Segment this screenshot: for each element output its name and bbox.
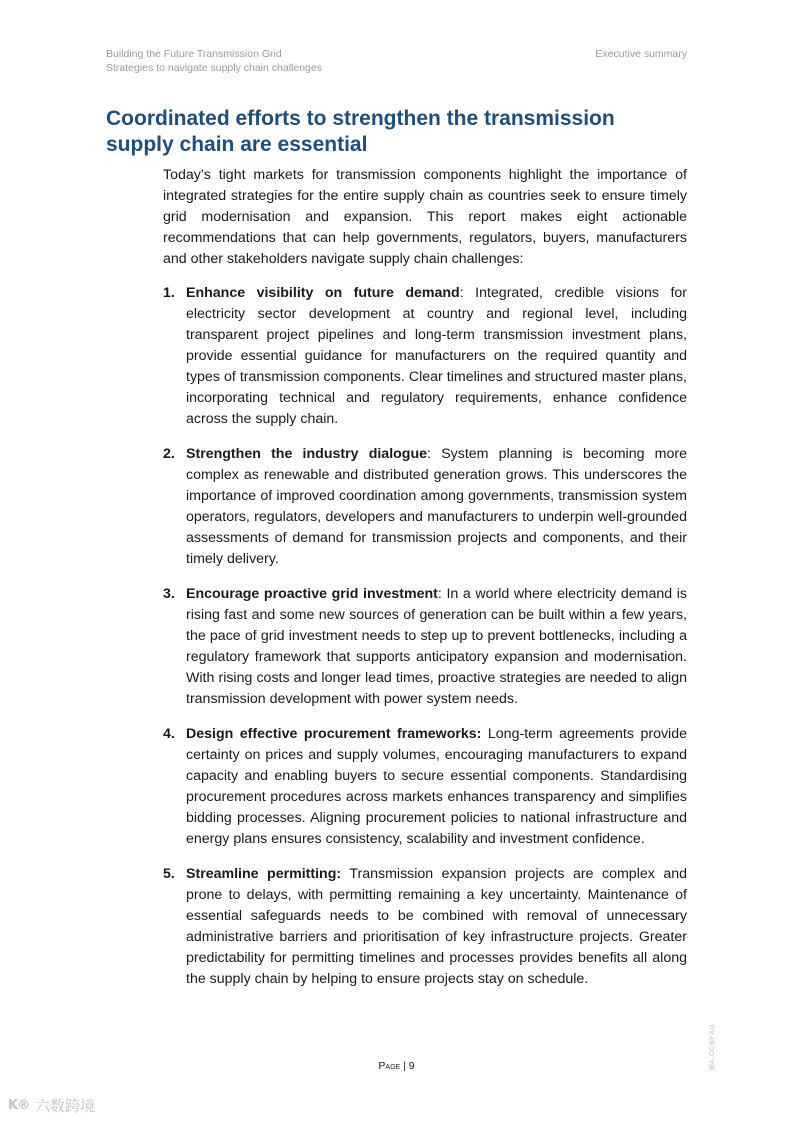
watermark — [8, 1095, 95, 1116]
intro-paragraph: Today’s tight markets for transmission components highlight the importance of integrated strategies for the entire supply chain as countries seek to ensure timely grid modernisation and expansion. This report makes eight actionable recommendations that can help governments, regulators, buyers, manufacturers and other stakeholders navigate supply chain challenges: — [163, 167, 687, 267]
recommendation-heading: Enhance visibility on future demand — [186, 285, 460, 301]
page-label: Page — [378, 1060, 401, 1072]
recommendation-number: 5. — [163, 866, 175, 882]
recommendation-number: 3. — [163, 586, 175, 602]
recommendation-heading: Strengthen the industry dialogue — [186, 446, 428, 462]
recommendation-item — [163, 724, 687, 850]
recommendation-number: 1. — [163, 285, 175, 301]
report-title: Building the Future Transmission Grid — [106, 48, 282, 60]
watermark-text: 六数跨境 — [35, 1097, 96, 1115]
recommendation-item — [163, 584, 687, 710]
recommendation-text: In a world where electricity demand is rising fast and some new sources of generation can be built within a few years, the pace of grid investment needs to step up to prevent bottlenecks, including a regulatory framework that supports anticipatory expansion and modernisation. With rising costs and longer lead times, proactive strategies are needed to align transmission development with power system needs. — [186, 586, 687, 707]
recommendation-text: Long-term agreements provide certainty on prices and supply volumes, encouraging manufacturers to expand capacity and enabling buyers to secure essential components. Standardising procurement procedures across markets enhances transparency and simplifies bidding processes. Aligning procurement policies to national infrastructure and energy plans ensures consistency, scalability and investment confidence. — [186, 726, 687, 847]
recommendation-separator: : — [427, 446, 431, 462]
recommendation-number: 4. — [163, 726, 175, 742]
recommendation-text: System planning is becoming more complex as renewable and distributed generation grows. This underscores the importance of improved coordination among governments, transmission system operators, regulators, developers and manufacturers to underpin well-grounded assessments of demand for transmission projects and components, and their timely delivery. — [186, 446, 687, 567]
recommendation-separator: : — [437, 586, 442, 602]
page-number: 9 — [408, 1060, 415, 1072]
recommendation-heading: Streamline permitting: — [186, 866, 342, 882]
recommendation-separator: : — [459, 285, 464, 301]
page-title: Coordinated efforts to strengthen the transmission supply chain are essential — [106, 107, 615, 156]
running-header-right — [595, 47, 687, 61]
recommendation-item — [163, 444, 687, 570]
report-subtitle: Strategies to navigate supply chain challenges — [106, 62, 322, 74]
recommendation-item — [163, 864, 687, 990]
recommendation-number: 2. — [163, 446, 175, 462]
recommendation-heading: Encourage proactive grid investment — [186, 586, 438, 602]
recommendation-text: Integrated, credible visions for electricity sector development at country and regional level, including transparent project pipelines and long-term transmission investment plans, provide essential guidance for manufacturers on the required quantity and types of transmission components. Clear timelines and structured master plans, incorporating technical and regulatory requirements, enhance confidence across the supply chain. — [186, 285, 687, 427]
page-footer — [0, 1060, 793, 1072]
recommendation-heading: Design effective procurement frameworks: — [186, 726, 482, 742]
section-name: Executive summary — [595, 48, 687, 60]
recommendation-item — [163, 283, 687, 430]
page-separator: | — [400, 1060, 409, 1072]
watermark-logo-icon: K® — [8, 1098, 30, 1113]
license-note: IEA. CC BY 4.0. — [709, 1023, 716, 1070]
recommendation-text: Transmission expansion projects are complex and prone to delays, with permitting remaining a key uncertainty. Maintenance of essential safeguards needs to be combined with removal of unnecessary administrative barriers and prioritisation of key infrastructure projects. Greater predictability for permitting timelines and processes provides benefits all along the supply chain by helping to ensure projects stay on schedule. — [186, 866, 687, 987]
recommendations-list — [163, 283, 687, 1004]
running-header-left — [106, 47, 322, 75]
